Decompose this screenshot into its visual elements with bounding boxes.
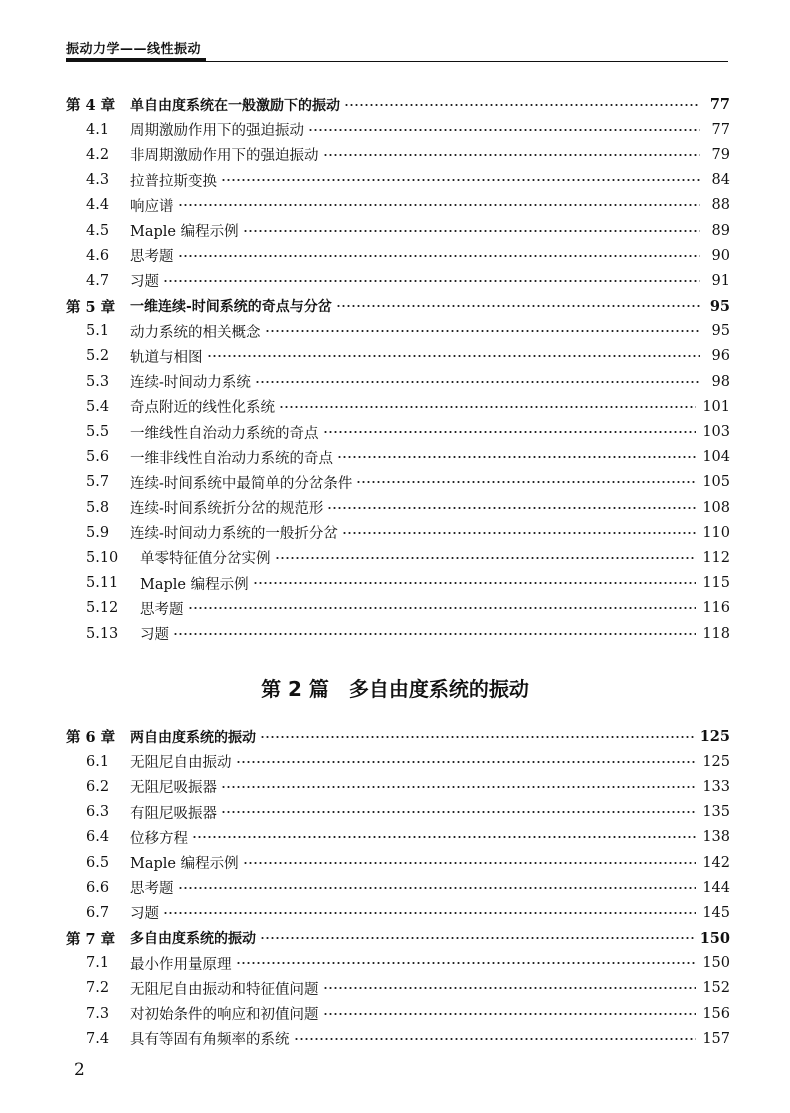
entry-page: 135 — [702, 804, 730, 821]
dot-leader — [323, 430, 697, 434]
entry-page: 125 — [699, 728, 730, 746]
entry-number: 5.6 — [86, 449, 110, 466]
entry-page: 144 — [702, 879, 730, 896]
entry-title: Maple 编程示例 — [140, 576, 249, 593]
entry-number: 6.4 — [86, 829, 110, 846]
entry-page: 77 — [711, 121, 730, 138]
entry-title: 思考题 — [140, 601, 184, 618]
dot-leader — [323, 1012, 697, 1016]
dot-leader — [342, 531, 696, 535]
entry-page: 150 — [699, 929, 730, 947]
toc-section-entry[interactable] — [66, 495, 730, 520]
entry-number: 第 5 章 — [66, 298, 116, 316]
dot-leader — [253, 581, 697, 585]
entry-number: 4.7 — [86, 272, 110, 289]
toc-section-entry[interactable] — [66, 976, 730, 1001]
dot-leader — [207, 354, 701, 358]
entry-title: 单零特征值分岔实例 — [140, 551, 271, 568]
dot-leader — [327, 506, 696, 510]
entry-title: 动力系统的相关概念 — [130, 324, 261, 341]
entry-title: Maple 编程示例 — [130, 224, 239, 241]
entry-page: 152 — [702, 980, 730, 997]
toc-section-entry[interactable] — [66, 596, 730, 621]
entry-number: 5.9 — [86, 524, 110, 541]
entry-page: 105 — [702, 474, 730, 491]
entry-page: 77 — [709, 96, 730, 114]
entry-page: 138 — [702, 829, 730, 846]
entry-number: 7.2 — [86, 980, 110, 997]
dot-leader — [336, 304, 700, 308]
entry-page: 118 — [702, 625, 730, 642]
dot-leader — [236, 760, 697, 764]
entry-page: 88 — [711, 197, 730, 214]
entry-number: 5.1 — [86, 323, 110, 340]
toc-chapter-entry[interactable] — [66, 926, 730, 951]
dot-leader — [221, 178, 700, 182]
toc-section-entry[interactable] — [66, 243, 730, 268]
entry-title: 单自由度系统在一般激励下的振动 — [130, 97, 340, 114]
dot-leader — [221, 785, 696, 789]
entry-title: 非周期激励作用下的强迫振动 — [130, 148, 319, 165]
entry-title: 一维连续-时间系统的奇点与分岔 — [130, 299, 332, 316]
toc-section-entry[interactable] — [66, 520, 730, 545]
toc-section-entry[interactable] — [66, 749, 730, 774]
entry-page: 103 — [702, 424, 730, 441]
toc-section-entry[interactable] — [66, 621, 730, 646]
toc-section-entry[interactable] — [66, 1026, 730, 1051]
entry-page: 157 — [702, 1030, 730, 1047]
dot-leader — [236, 961, 697, 965]
toc-section-entry[interactable] — [66, 419, 730, 444]
dot-leader — [163, 279, 700, 283]
toc-section-entry[interactable] — [66, 774, 730, 799]
entry-title: 连续-时间系统折分岔的规范形 — [130, 501, 324, 518]
dot-leader — [178, 886, 697, 890]
toc-section-entry[interactable] — [66, 571, 730, 596]
entry-title: 一维非线性自治动力系统的奇点 — [130, 450, 333, 467]
entry-number: 7.4 — [86, 1030, 110, 1047]
dot-leader — [265, 329, 701, 333]
entry-page: 112 — [702, 549, 730, 566]
dot-leader — [344, 103, 700, 107]
toc-section-entry[interactable] — [66, 1001, 730, 1026]
entry-page: 91 — [711, 272, 730, 289]
entry-number: 5.13 — [86, 625, 119, 642]
entry-number: 4.4 — [86, 197, 110, 214]
entry-title: 习题 — [130, 906, 159, 923]
toc-section-part2 — [66, 724, 730, 1051]
entry-title: 连续-时间动力系统 — [130, 375, 251, 392]
dot-leader — [294, 1037, 697, 1041]
toc-section-entry[interactable] — [66, 319, 730, 344]
entry-number: 4.5 — [86, 222, 110, 239]
entry-number: 第 7 章 — [66, 930, 116, 948]
toc-chapter-entry[interactable] — [66, 724, 730, 749]
toc-chapter-entry[interactable] — [66, 294, 730, 319]
entry-number: 5.8 — [86, 499, 110, 516]
entry-number: 6.1 — [86, 753, 110, 770]
entry-number: 5.7 — [86, 474, 110, 491]
dot-leader — [275, 556, 697, 560]
dot-leader — [221, 810, 696, 814]
toc-section-entry[interactable] — [66, 800, 730, 825]
dot-leader — [178, 203, 701, 207]
entry-page: 96 — [711, 348, 730, 365]
entry-page: 101 — [702, 398, 730, 415]
entry-page: 115 — [702, 575, 730, 592]
entry-page: 98 — [711, 373, 730, 390]
toc-chapter-entry[interactable] — [66, 92, 730, 117]
dot-leader — [323, 986, 697, 990]
header-rule — [66, 61, 728, 62]
dot-leader — [192, 835, 696, 839]
page-number: 2 — [74, 1060, 85, 1080]
entry-title: 对初始条件的响应和初值问题 — [130, 1007, 319, 1024]
dot-leader — [255, 380, 700, 384]
dot-leader — [260, 936, 694, 940]
entry-number: 5.5 — [86, 424, 110, 441]
toc-section-entry[interactable] — [66, 445, 730, 470]
entry-page: 90 — [711, 247, 730, 264]
toc-section-entry[interactable] — [66, 142, 730, 167]
entry-title: 一维线性自治动力系统的奇点 — [130, 425, 319, 442]
entry-title: 思考题 — [130, 249, 174, 266]
dot-leader — [163, 911, 696, 915]
entry-page: 110 — [702, 524, 730, 541]
toc-section-entry[interactable] — [66, 875, 730, 900]
toc-section-entry[interactable] — [66, 470, 730, 495]
entry-number: 5.11 — [86, 575, 119, 592]
toc-section-entry[interactable] — [66, 344, 730, 369]
toc-section-entry[interactable] — [66, 369, 730, 394]
toc-section-entry[interactable] — [66, 900, 730, 925]
toc-section-entry[interactable] — [66, 825, 730, 850]
entry-number: 第 4 章 — [66, 97, 116, 115]
entry-number: 4.1 — [86, 121, 110, 138]
entry-title: 习题 — [140, 627, 169, 644]
entry-title: 连续-时间系统中最简单的分岔条件 — [130, 475, 353, 492]
toc-section-entry[interactable] — [66, 850, 730, 875]
toc-section-entry[interactable] — [66, 218, 730, 243]
entry-title: 无阻尼自由振动 — [130, 755, 232, 772]
entry-number: 5.12 — [86, 600, 119, 617]
entry-page: 116 — [702, 600, 730, 617]
entry-title: 位移方程 — [130, 830, 188, 847]
entry-number: 6.2 — [86, 778, 110, 795]
entry-title: 奇点附近的线性化系统 — [130, 400, 275, 417]
entry-title: 最小作用量原理 — [130, 956, 232, 973]
running-header: 振动力学——线性振动 — [66, 42, 202, 57]
entry-title: 无阻尼吸振器 — [130, 780, 217, 797]
entry-title: 周期激励作用下的强迫振动 — [130, 123, 304, 140]
dot-leader — [279, 405, 696, 409]
entry-title: 两自由度系统的振动 — [130, 729, 256, 746]
entry-page: 156 — [702, 1005, 730, 1022]
dot-leader — [243, 229, 700, 233]
dot-leader — [356, 480, 696, 484]
entry-number: 5.3 — [86, 373, 110, 390]
entry-page: 142 — [702, 854, 730, 871]
entry-number: 5.4 — [86, 398, 110, 415]
entry-page: 95 — [709, 297, 730, 315]
toc-section-entry[interactable] — [66, 545, 730, 570]
entry-title: 响应谱 — [130, 198, 174, 215]
entry-page: 104 — [702, 449, 730, 466]
toc-section-entry[interactable] — [66, 168, 730, 193]
entry-number: 4.2 — [86, 146, 110, 163]
entry-title: 习题 — [130, 274, 159, 291]
entry-title: 拉普拉斯变换 — [130, 173, 217, 190]
entry-page: 145 — [702, 904, 730, 921]
entry-page: 89 — [711, 222, 730, 239]
entry-page: 79 — [711, 146, 730, 163]
entry-number: 5.2 — [86, 348, 110, 365]
entry-number: 6.3 — [86, 804, 110, 821]
dot-leader — [308, 128, 700, 132]
entry-page: 125 — [702, 753, 730, 770]
toc-section-entry[interactable] — [66, 193, 730, 218]
entry-page: 108 — [702, 499, 730, 516]
entry-number: 5.10 — [86, 549, 119, 566]
entry-title: Maple 编程示例 — [130, 856, 239, 873]
entry-page: 95 — [711, 323, 730, 340]
dot-leader — [260, 735, 694, 739]
entry-number: 6.7 — [86, 904, 110, 921]
part-title: 第 2 篇 多自由度系统的振动 — [261, 677, 529, 701]
entry-title: 无阻尼自由振动和特征值问题 — [130, 981, 319, 998]
entry-number: 7.3 — [86, 1005, 110, 1022]
entry-title: 多自由度系统的振动 — [130, 931, 256, 948]
entry-title: 思考题 — [130, 881, 174, 898]
toc-section-entry[interactable] — [66, 394, 730, 419]
entry-number: 第 6 章 — [66, 729, 116, 747]
toc-section-entry[interactable] — [66, 268, 730, 293]
toc-section-entry[interactable] — [66, 117, 730, 142]
entry-page: 84 — [711, 172, 730, 189]
entry-title: 具有等固有角频率的系统 — [130, 1032, 290, 1049]
dot-leader — [173, 632, 696, 636]
dot-leader — [323, 153, 701, 157]
entry-number: 6.5 — [86, 854, 110, 871]
toc-section-part1 — [66, 92, 730, 646]
entry-title: 轨道与相图 — [130, 349, 203, 366]
entry-number: 7.1 — [86, 955, 110, 972]
dot-leader — [178, 254, 701, 258]
entry-number: 6.6 — [86, 879, 110, 896]
dot-leader — [188, 606, 697, 610]
dot-leader — [337, 455, 696, 459]
entry-number: 4.3 — [86, 172, 110, 189]
entry-title: 有阻尼吸振器 — [130, 805, 217, 822]
toc-section-entry[interactable] — [66, 951, 730, 976]
entry-number: 4.6 — [86, 247, 110, 264]
entry-title: 连续-时间动力系统的一般折分岔 — [130, 526, 338, 543]
entry-page: 150 — [702, 955, 730, 972]
dot-leader — [243, 861, 697, 865]
entry-page: 133 — [702, 778, 730, 795]
